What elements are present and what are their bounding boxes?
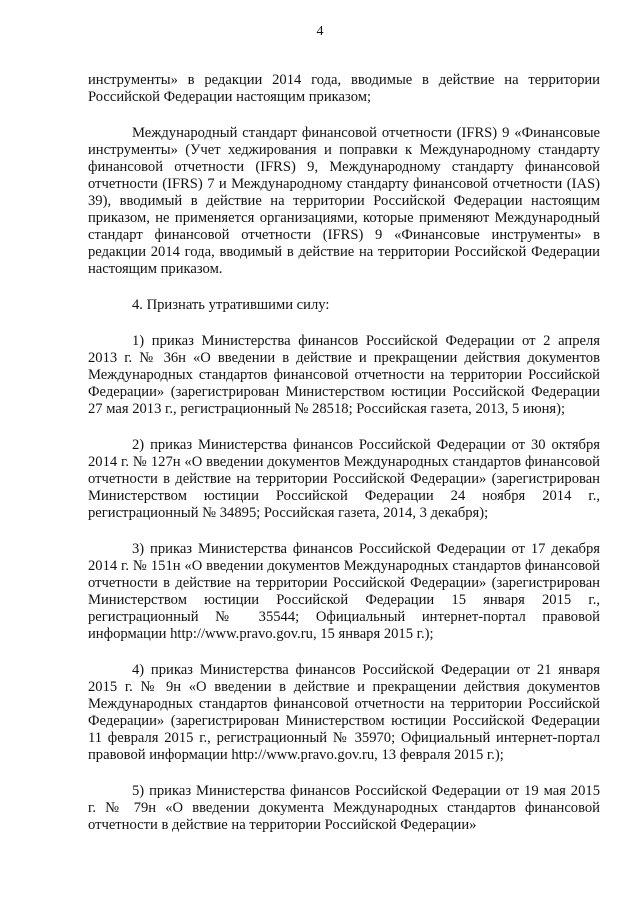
- paragraph-continuation: инструменты» в редакции 2014 года, вводимые в действие на территории Российской Федерации настоящим приказом;: [88, 72, 600, 105]
- paragraph-repeal-3: 3) приказ Министерства финансов Российской Федерации от 17 декабря 2014 г. № 151н «О введении документов Международных стандартов финансовой отчетности в действие на территории Российской Федерации» (зарегистрирован Министерством юстиции Российской Федерации 15 января 2015 г., регистрационный № 35544; Официальный интернет-портал правовой информации http://www.pravo.gov.ru, 15 января 2015 г.);: [88, 541, 600, 642]
- paragraph-repeal-4: 4) приказ Министерства финансов Российской Федерации от 21 января 2015 г. № 9н «О введении в действие и прекращении действия документов Международных стандартов финансовой отчетности на территории Российской Федерации» (зарегистрирован Министерством юстиции Российской Федерации 11 февраля 2015 г., регистрационный № 35970; Официальный интернет-портал правовой информации http://www.pravo.gov.ru, 13 февраля 2015 г.);: [88, 662, 600, 763]
- paragraph-repeal-5: 5) приказ Министерства финансов Российской Федерации от 19 мая 2015 г. № 79н «О введении документа Международных стандартов финансовой отчетности в действие на территории Российской Федерации»: [88, 783, 600, 833]
- page-number: 4: [316, 24, 324, 39]
- paragraph-repeal-2: 2) приказ Министерства финансов Российской Федерации от 30 октября 2014 г. № 127н «О введении документов Международных стандартов финансовой отчетности в действие на территории Российской Федерации» (зарегистрирован Министерством юстиции Российской Федерации 24 ноября 2014 г., регистрационный № 34895; Российская газета, 2014, 3 декабря);: [88, 437, 600, 521]
- paragraph-repeal-1: 1) приказ Министерства финансов Российской Федерации от 2 апреля 2013 г. № 36н «О введении в действие и прекращении действия документов Международных стандартов финансовой отчетности на территории Российской Федерации» (зарегистрирован Министерством юстиции Российской Федерации 27 мая 2013 г., регистрационный № 28518; Российская газета, 2013, 5 июня);: [88, 333, 600, 417]
- paragraph-item-4-heading: 4. Признать утратившими силу:: [132, 297, 330, 313]
- paragraph-ifrs9-amendments: Международный стандарт финансовой отчетности (IFRS) 9 «Финансовые инструменты» (Учет хеджирования и поправки к Международному стандарту финансовой отчетности (IFRS) 9, Международному стандарту финансовой отчетности (IFRS) 7 и Международному стандарту финансовой отчетности (IAS) 39), вводимый в действие на территории Российской Федерации настоящим приказом, не применяется организациями, которые применяют Международный стандарт финансовой отчетности (IFRS) 9 «Финансовые инструменты» в редакции 2014 года, вводимый в действие на территории Российской Федерации настоящим приказом.: [88, 125, 600, 277]
- document-body: [88, 72, 600, 853]
